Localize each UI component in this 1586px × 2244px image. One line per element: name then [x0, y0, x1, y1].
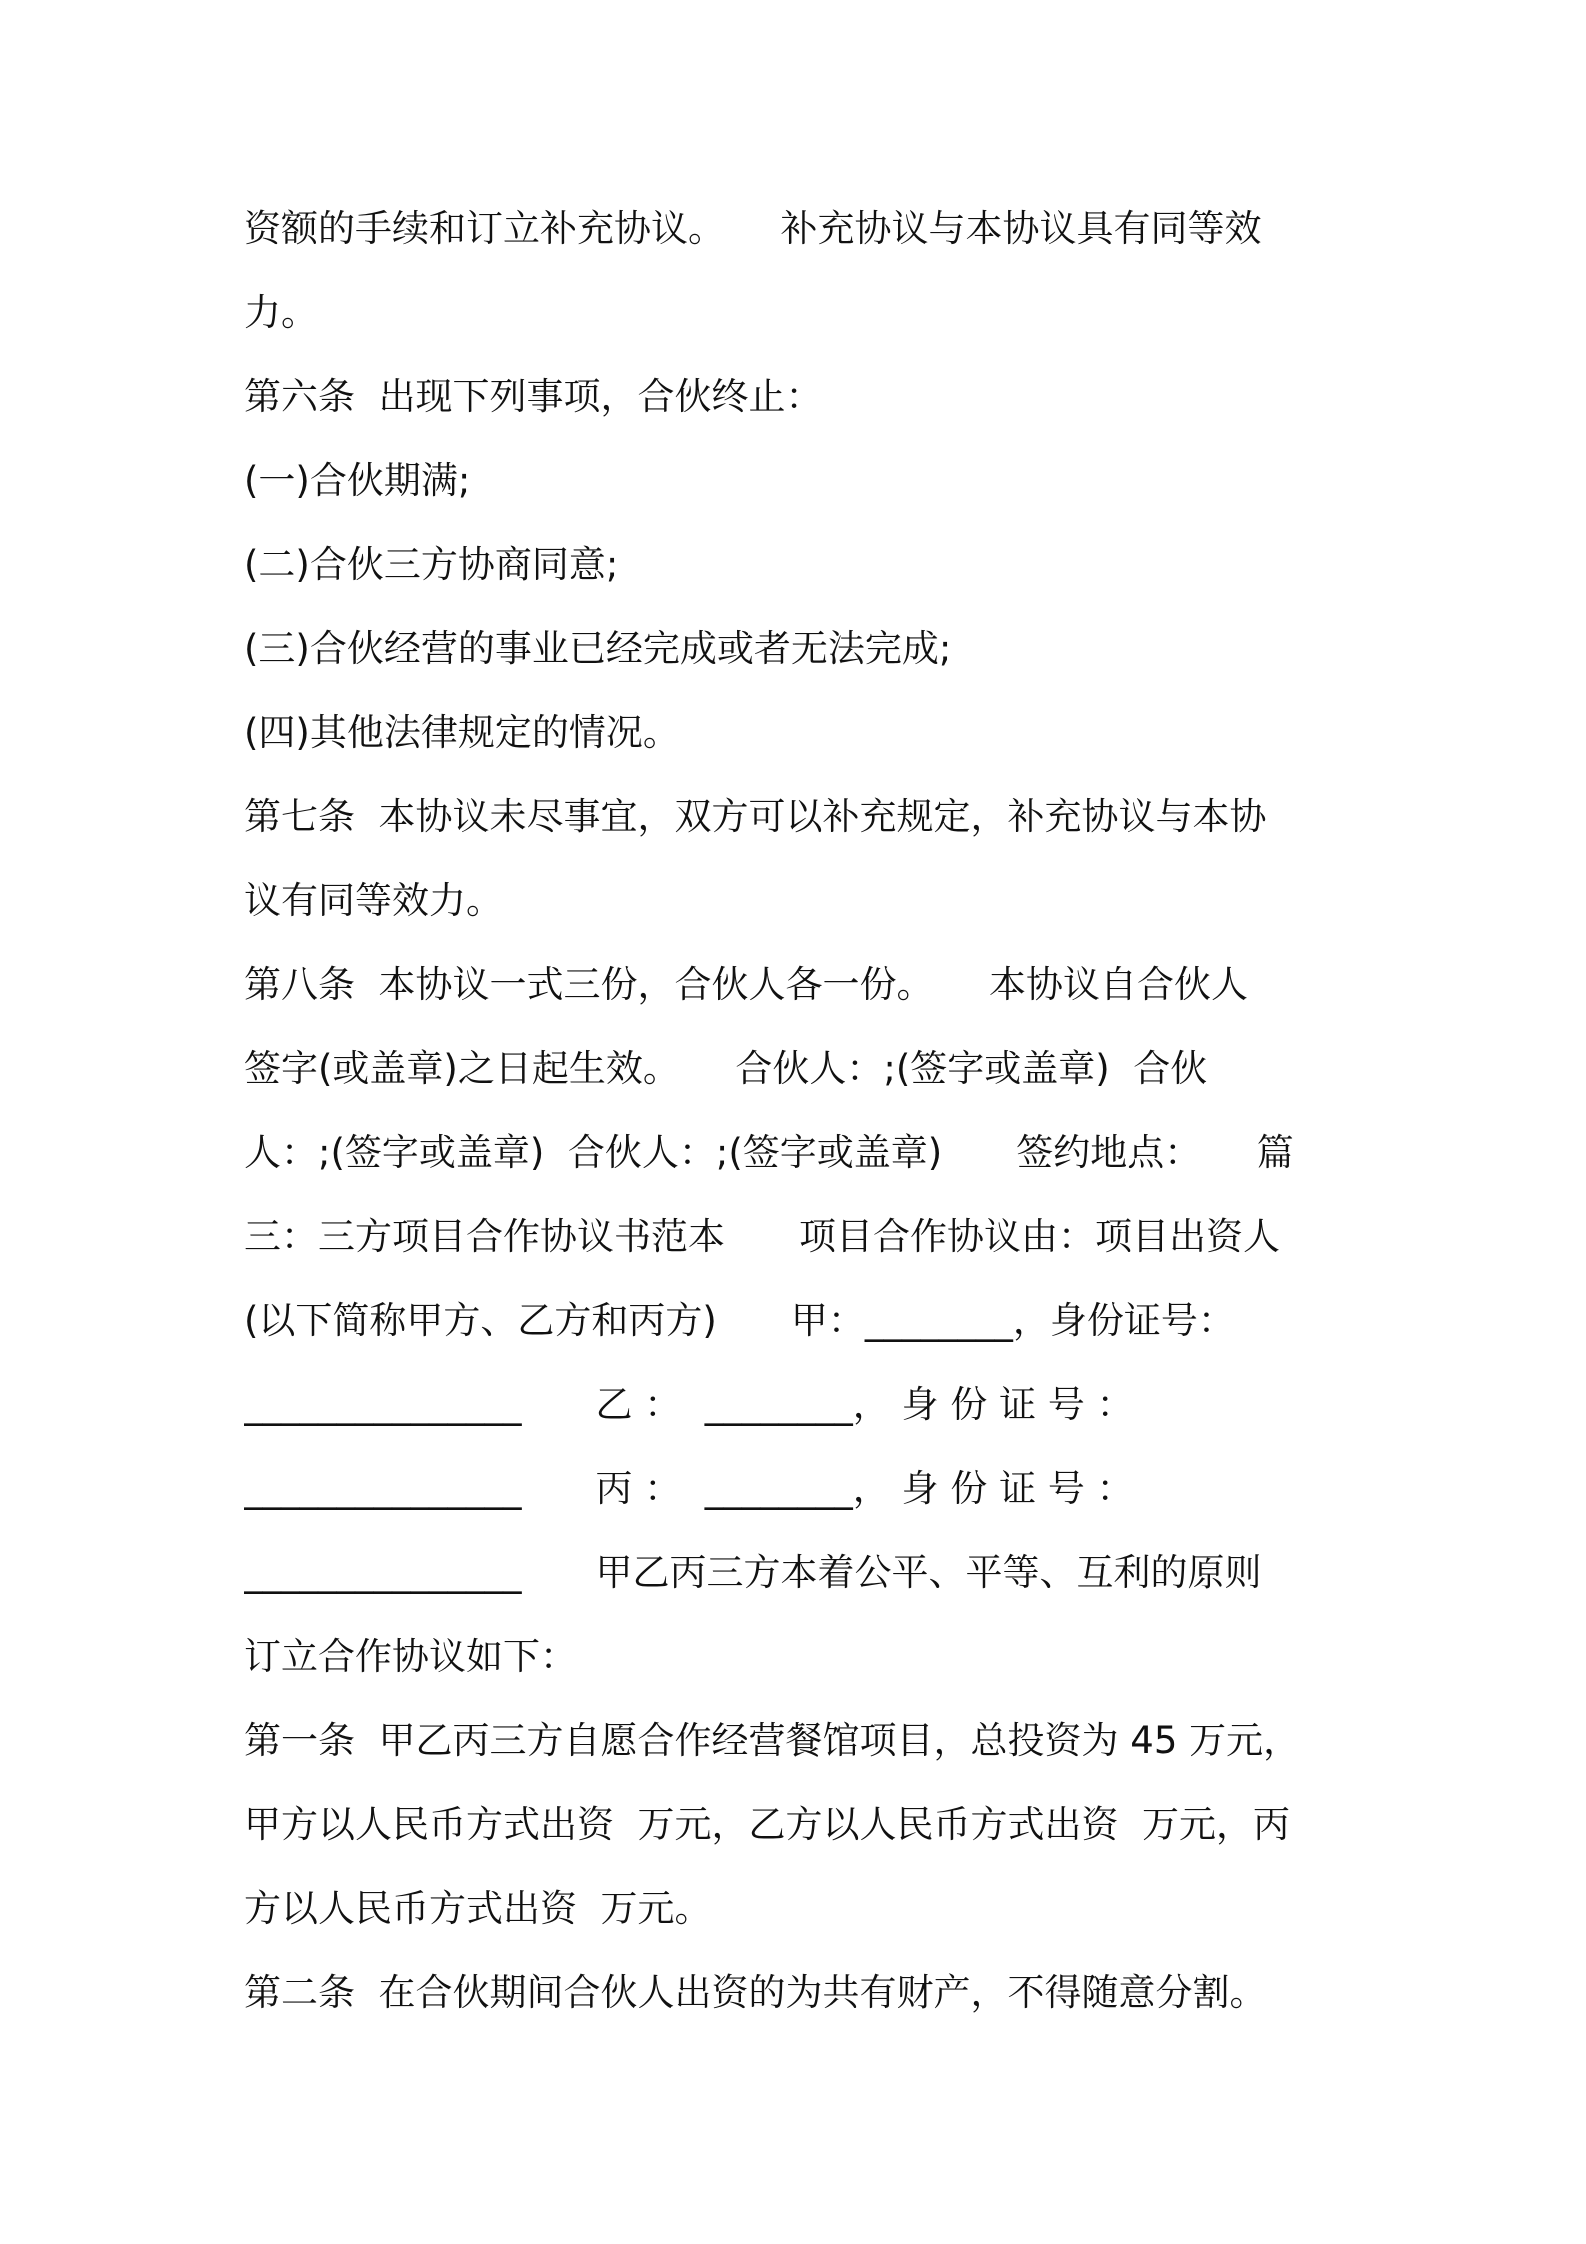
list-item: (一)合伙期满; [244, 459, 471, 502]
list-item: (二)合伙三方协商同意; [244, 543, 619, 586]
text-line: 资额的手续和订立补充协议。 补充协议与本协议具有同等效 [244, 207, 1262, 250]
text-line: 订立合作协议如下： [244, 1635, 577, 1678]
id-blank-line: _______________ 乙 ： ________， 身 份 证 号 ： [244, 1383, 1134, 1426]
article-heading: 第七条 本协议未尽事宜，双方可以补充规定，补充协议与本协 [244, 795, 1267, 838]
text-line: _______________ 甲乙丙三方本着公平、平等、互利的原则 [244, 1551, 1262, 1594]
article-heading: 第六条 出现下列事项，合伙终止： [244, 375, 823, 418]
id-blank-line: _______________ 丙 ： ________， 身 份 证 号 ： [244, 1467, 1134, 1510]
text-line: 方以人民币方式出资 万元。 [244, 1887, 712, 1930]
article-heading: 第一条 甲乙丙三方自愿合作经营餐馆项目，总投资为 45 万元， [244, 1719, 1301, 1762]
text-line: (以下简称甲方、乙方和丙方) 甲：________，身份证号： [244, 1299, 1235, 1342]
section-title-line: 三：三方项目合作协议书范本 项目合作协议由：项目出资人 [244, 1215, 1280, 1258]
article-heading: 第八条 本协议一式三份，合伙人各一份。 本协议自合伙人 [244, 963, 1249, 1006]
list-item: (三)合伙经营的事业已经完成或者无法完成; [244, 627, 952, 670]
text-line: 签字(或盖章)之日起生效。 合伙人：;(签字或盖章) 合伙 [244, 1047, 1208, 1090]
text-line: 甲方以人民币方式出资 万元，乙方以人民币方式出资 万元，丙 [244, 1803, 1291, 1846]
article-heading: 第二条 在合伙期间合伙人出资的为共有财产，不得随意分割。 [244, 1971, 1267, 2014]
text-line: 议有同等效力。 [244, 879, 503, 922]
text-line: 人：;(签字或盖章) 合伙人：;(签字或盖章) 签约地点： 篇 [244, 1131, 1294, 1174]
text-line: 力。 [244, 291, 318, 334]
list-item: (四)其他法律规定的情况。 [244, 711, 680, 754]
